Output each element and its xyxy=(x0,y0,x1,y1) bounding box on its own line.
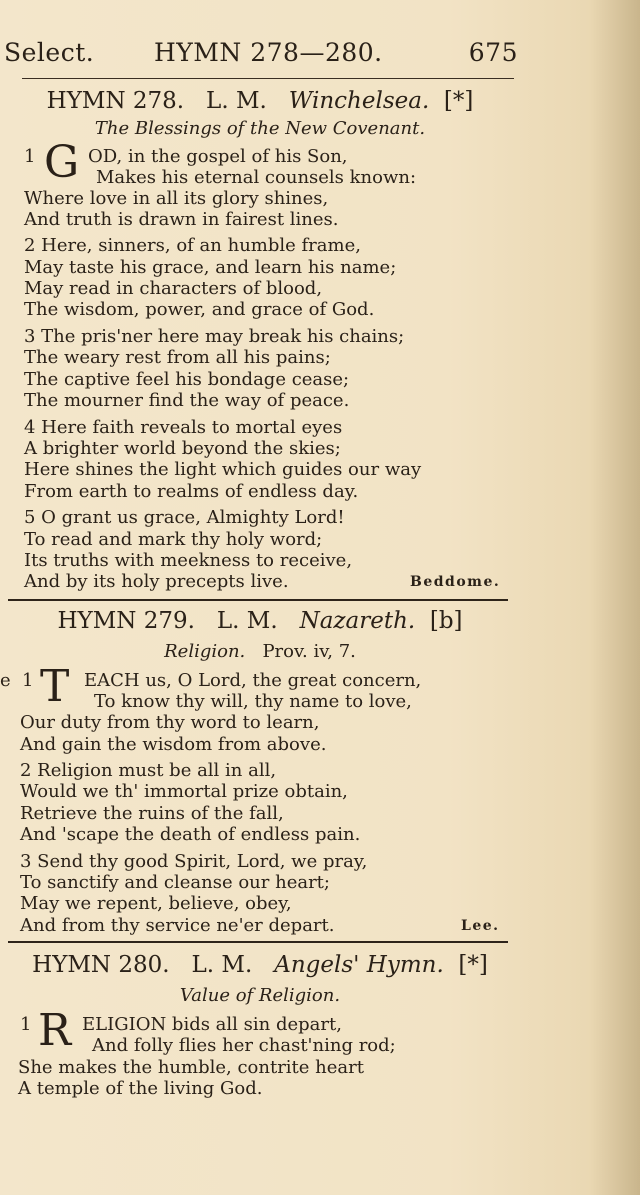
hymn-278-line-8: The wisdom, power, and grace of God. xyxy=(24,299,375,320)
hymn-279-line-4: And gain the wisdom from above. xyxy=(20,734,327,755)
hymn-280-heading xyxy=(0,952,520,978)
hymn-278-line-11: The captive feel his bondage cease; xyxy=(24,369,350,390)
hymn-279-mark: [b] xyxy=(429,608,463,634)
hymn-279-dropcap: T xyxy=(40,661,70,712)
hymn-280-tune: Angels' Hymn. xyxy=(274,952,444,978)
hymn-279-scripture-ref: Prov. iv, 7. xyxy=(262,641,356,662)
hymn-279-number: HYMN 279. xyxy=(57,608,195,634)
hymn-278-line-20: And by its holy precepts live. xyxy=(24,571,289,592)
hymn-279-heading xyxy=(0,608,520,634)
hymn-280-line-1: ELIGION bids all sin depart, xyxy=(82,1014,342,1035)
hymn-280-meter: L. M. xyxy=(191,952,253,978)
hymn-278-dropcap: G xyxy=(44,137,80,188)
header-rule xyxy=(22,78,514,79)
hymn-279-tune: Nazareth. xyxy=(299,608,416,634)
hymn-278-number: HYMN 278. xyxy=(46,88,185,114)
hymn-279-subtitle: Religion. xyxy=(164,641,246,662)
hymn-279-subtitle-row xyxy=(0,641,520,662)
hymn-280-dropcap: R xyxy=(38,1005,72,1056)
hymn-278-line-7: May read in characters of blood, xyxy=(24,278,323,299)
hymn-279-end-rule xyxy=(8,941,508,943)
hymn-278-line-2: Makes his eternal counsels known: xyxy=(96,167,417,188)
hymn-279-margin-mark: e xyxy=(0,670,11,691)
hymn-279-line-12: And from thy service ne'er depart. xyxy=(20,915,335,936)
hymn-279-line-7: Retrieve the ruins of the fall, xyxy=(20,803,284,824)
hymn-280-number: HYMN 280. xyxy=(32,952,170,978)
hymn-278-line-3: Where love in all its glory shines, xyxy=(24,188,329,209)
hymn-279-line-9: 3 Send thy good Spirit, Lord, we pray, xyxy=(20,851,368,872)
hymn-278-line-13: 4 Here faith reveals to mortal eyes xyxy=(24,417,343,438)
hymn-279-verse-1-number: 1 xyxy=(22,670,34,691)
hymn-279-line-1: EACH us, O Lord, the great concern, xyxy=(84,670,422,691)
hymn-280-line-3: She makes the humble, contrite heart xyxy=(18,1057,364,1078)
running-head xyxy=(4,38,518,72)
hymn-278-line-12: The mourner find the way of peace. xyxy=(24,390,350,411)
hymn-279-line-6: Would we th' immortal prize obtain, xyxy=(20,781,348,802)
hymn-278-author: Beddome. xyxy=(410,574,501,590)
hymn-279-author: Lee. xyxy=(461,918,500,934)
hymn-278-line-18: To read and mark thy holy word; xyxy=(24,529,323,550)
hymn-278-line-4: And truth is drawn in fairest lines. xyxy=(24,209,339,230)
hymn-280-subtitle: Value of Religion. xyxy=(179,985,341,1006)
hymn-280-verse-1-number: 1 xyxy=(20,1014,32,1035)
hymn-279-meter: L. M. xyxy=(216,608,278,634)
hymn-279-line-5: 2 Religion must be all in all, xyxy=(20,760,277,781)
hymn-280-mark: [*] xyxy=(458,952,488,978)
hymn-279-line-11: May we repent, believe, obey, xyxy=(20,893,292,914)
hymn-278-end-rule xyxy=(8,599,508,601)
hymn-range: HYMN 278—280. xyxy=(154,38,383,67)
hymn-280-line-2: And folly flies her chast'ning rod; xyxy=(92,1035,396,1056)
hymn-278-tune: Winchelsea. xyxy=(288,88,430,114)
hymn-278-line-10: The weary rest from all his pains; xyxy=(24,347,331,368)
hymn-278-line-9: 3 The pris'ner here may break his chains; xyxy=(24,326,405,347)
hymn-278-verse-1-number: 1 xyxy=(24,146,36,167)
hymn-278-heading xyxy=(0,88,520,114)
hymn-278-line-14: A brighter world beyond the skies; xyxy=(24,438,341,459)
hymn-279-line-2: To know thy will, thy name to love, xyxy=(94,691,412,712)
hymn-278-line-5: 2 Here, sinners, of an humble frame, xyxy=(24,235,361,256)
hymn-278-line-1: OD, in the gospel of his Son, xyxy=(88,146,348,167)
section-label: Select. xyxy=(4,38,95,67)
hymn-279-line-10: To sanctify and cleanse our heart; xyxy=(20,872,330,893)
hymn-280-line-4: A temple of the living God. xyxy=(18,1078,263,1099)
page-number: 675 xyxy=(468,38,518,67)
hymn-278-meter: L. M. xyxy=(206,88,267,114)
hymn-279-line-3: Our duty from thy word to learn, xyxy=(20,712,320,733)
hymn-278-line-19: Its truths with meekness to receive, xyxy=(24,550,353,571)
hymn-278-line-15: Here shines the light which guides our way xyxy=(24,459,422,480)
hymn-278-line-6: May taste his grace, and learn his name; xyxy=(24,257,397,278)
hymn-278-line-16: From earth to realms of endless day. xyxy=(24,481,359,502)
hymn-278-subtitle: The Blessings of the New Covenant. xyxy=(94,118,426,139)
hymn-278-mark: [*] xyxy=(443,88,474,114)
hymn-279-line-8: And 'scape the death of endless pain. xyxy=(20,824,361,845)
hymn-278-line-17: 5 O grant us grace, Almighty Lord! xyxy=(24,507,345,528)
